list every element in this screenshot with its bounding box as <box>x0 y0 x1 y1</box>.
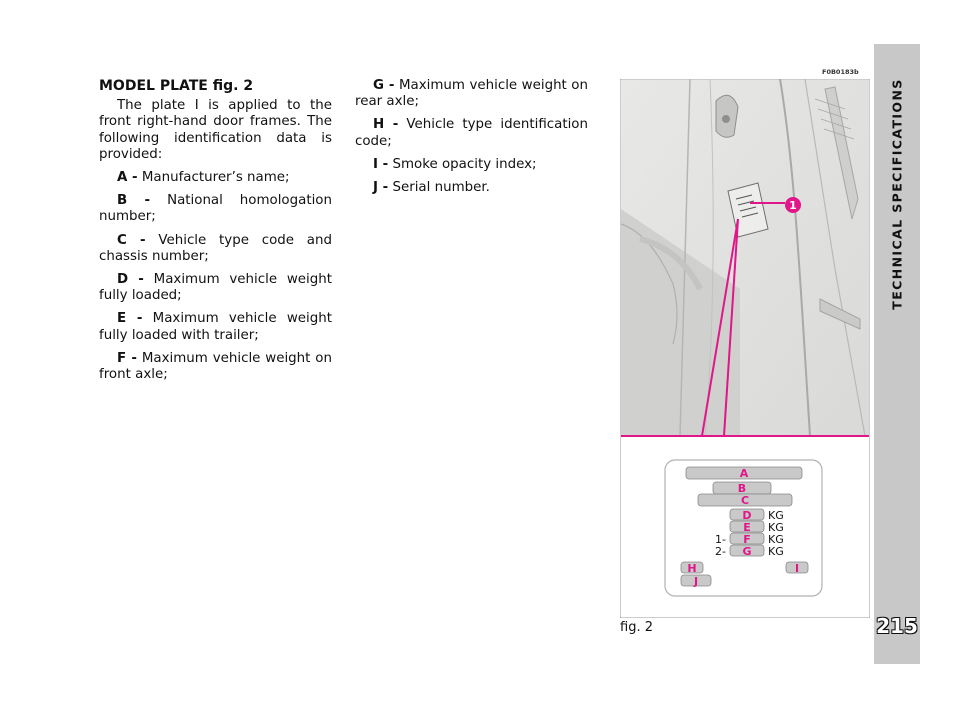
plate-letter-b: B <box>737 482 747 495</box>
item-text: Maximum vehicle weight on front axle; <box>99 350 332 383</box>
figure-code: F0B0183b <box>822 68 859 76</box>
plate-letter-i: I <box>794 562 800 575</box>
list-item <box>355 157 588 173</box>
kg-label-d: KG <box>768 509 784 522</box>
plate-letter-e: E <box>743 521 751 534</box>
item-list-left <box>99 170 332 383</box>
list-item <box>99 170 332 186</box>
item-text: Vehicle type identification code; <box>355 117 588 149</box>
callout-number: 1 <box>789 199 797 212</box>
list-item <box>99 233 332 265</box>
plate-letter-j: J <box>693 575 699 588</box>
page-number: 215 <box>876 614 918 638</box>
door-frame-photo <box>621 79 869 436</box>
item-key: D - <box>117 272 144 288</box>
item-key: B - <box>117 193 151 209</box>
model-plate-figure <box>620 79 870 618</box>
list-item <box>99 272 332 304</box>
kg-label-f: KG <box>768 533 784 546</box>
kg-label-e: KG <box>768 521 784 534</box>
item-text: Smoke opacity index; <box>392 156 537 172</box>
item-text: Serial number. <box>392 180 490 196</box>
item-key: H - <box>373 117 399 133</box>
item-text: Maximum vehicle weight fully loaded; <box>99 272 332 304</box>
item-key: C - <box>117 232 146 248</box>
item-key: F - <box>117 350 137 366</box>
list-item <box>355 117 588 149</box>
section-title: TECHNICAL SPECIFICATIONS <box>889 78 905 310</box>
item-text: Manufacturer’s name; <box>141 170 290 186</box>
item-key: G - <box>373 78 395 93</box>
section-heading: MODEL PLATE fig. 2 <box>99 78 254 94</box>
intro-paragraph: The plate I is applied to the front right-hand door frames. The following identification data is provided: <box>99 98 332 162</box>
plate-letter-g: G <box>742 545 752 558</box>
item-key: I - <box>373 156 389 172</box>
list-item <box>355 180 588 196</box>
kg-label-g: KG <box>768 545 784 558</box>
list-item <box>355 78 588 110</box>
plate-diagram <box>665 460 822 596</box>
item-text: Maximum vehicle weight on rear axle; <box>355 78 588 110</box>
item-text: Vehicle type code and chassis number; <box>99 232 333 264</box>
text-column-right <box>355 78 588 203</box>
text-column-left <box>99 78 332 390</box>
plate-letter-d: D <box>742 509 752 522</box>
plate-letter-a: A <box>739 467 749 480</box>
section-title-tab <box>874 44 920 310</box>
item-key: J - <box>373 180 389 196</box>
figure-caption: fig. 2 <box>620 620 653 635</box>
list-item <box>99 193 332 225</box>
list-item <box>99 351 332 383</box>
list-item <box>99 311 332 343</box>
axle-label-2: 2- <box>715 545 726 558</box>
plate-letter-h: H <box>687 562 697 575</box>
item-key: A - <box>117 170 138 186</box>
plate-letter-c: C <box>740 494 750 507</box>
plate-letter-f: F <box>743 533 751 546</box>
axle-label-1: 1- <box>715 533 726 546</box>
item-text: National homologation number; <box>99 193 332 225</box>
item-list-right <box>355 78 588 196</box>
item-key: E - <box>117 311 143 327</box>
item-text: Maximum vehicle weight fully loaded with trailer; <box>99 311 332 343</box>
